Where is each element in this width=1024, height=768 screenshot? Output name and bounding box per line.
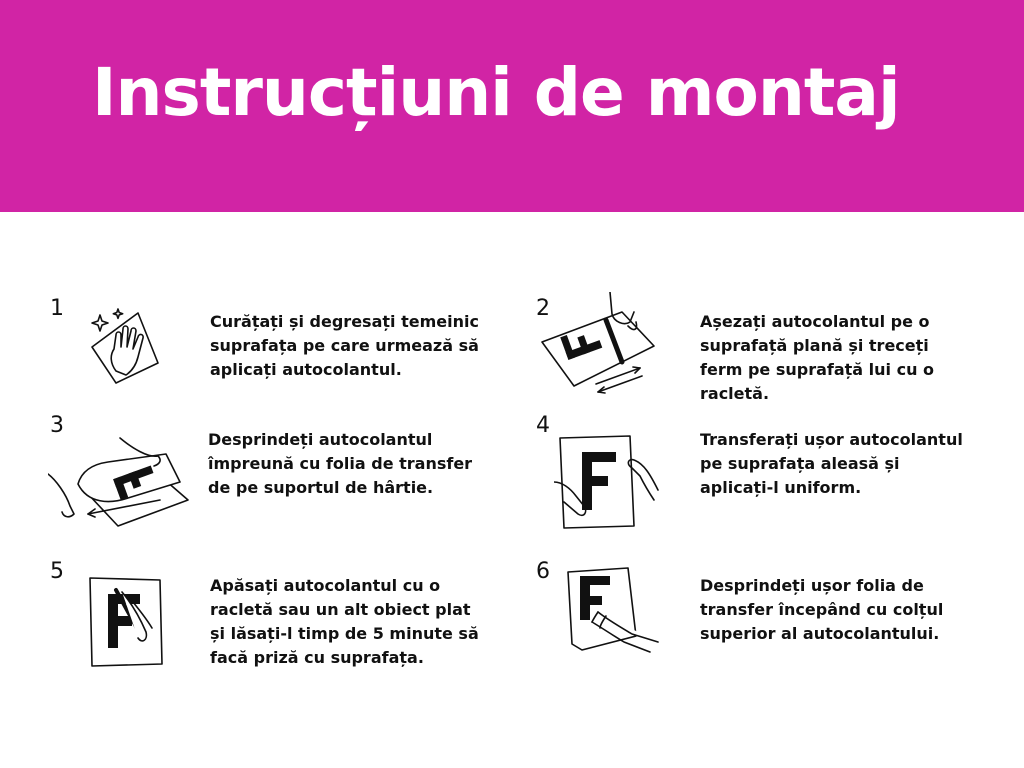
step-number: 1 <box>50 296 64 321</box>
step-number: 2 <box>536 296 550 321</box>
step-description: Așezați autocolantul pe o suprafață plană și treceți ferm pe suprafață lui cu o racletă. <box>700 312 935 403</box>
step-number: 4 <box>536 413 550 438</box>
step-number: 3 <box>50 413 64 438</box>
page-title: Instrucțiuni de montaj <box>92 54 900 131</box>
step-description: Transferați ușor autocolantul pe suprafața aleasă și aplicați-l uniform. <box>700 430 963 497</box>
press-squeegee-icon <box>88 574 164 668</box>
step-number: 5 <box>50 559 64 584</box>
peel-backing-icon <box>48 434 194 530</box>
squeegee-sticker-icon <box>538 292 658 402</box>
header-banner <box>0 0 1024 212</box>
step-description: Desprindeți autocolantul împreună cu folia de transfer de pe suportul de hârtie. <box>208 430 473 497</box>
step-description: Apăsați autocolantul cu o racletă sau un alt obiect plat și lăsați-l timp de 5 minute să facă priză cu suprafața. <box>210 576 479 667</box>
step-number: 6 <box>536 559 550 584</box>
remove-transfer-film-icon <box>562 566 662 656</box>
step-description: Curățați și degresați temeinic suprafața pe care urmează să aplicați autocolantul. <box>210 312 479 379</box>
step-description: Desprindeți ușor folia de transfer începând cu colțul superior al autocolantului. <box>700 576 944 643</box>
apply-to-surface-icon <box>554 434 666 530</box>
cleaning-cloth-hand-icon <box>86 305 166 387</box>
